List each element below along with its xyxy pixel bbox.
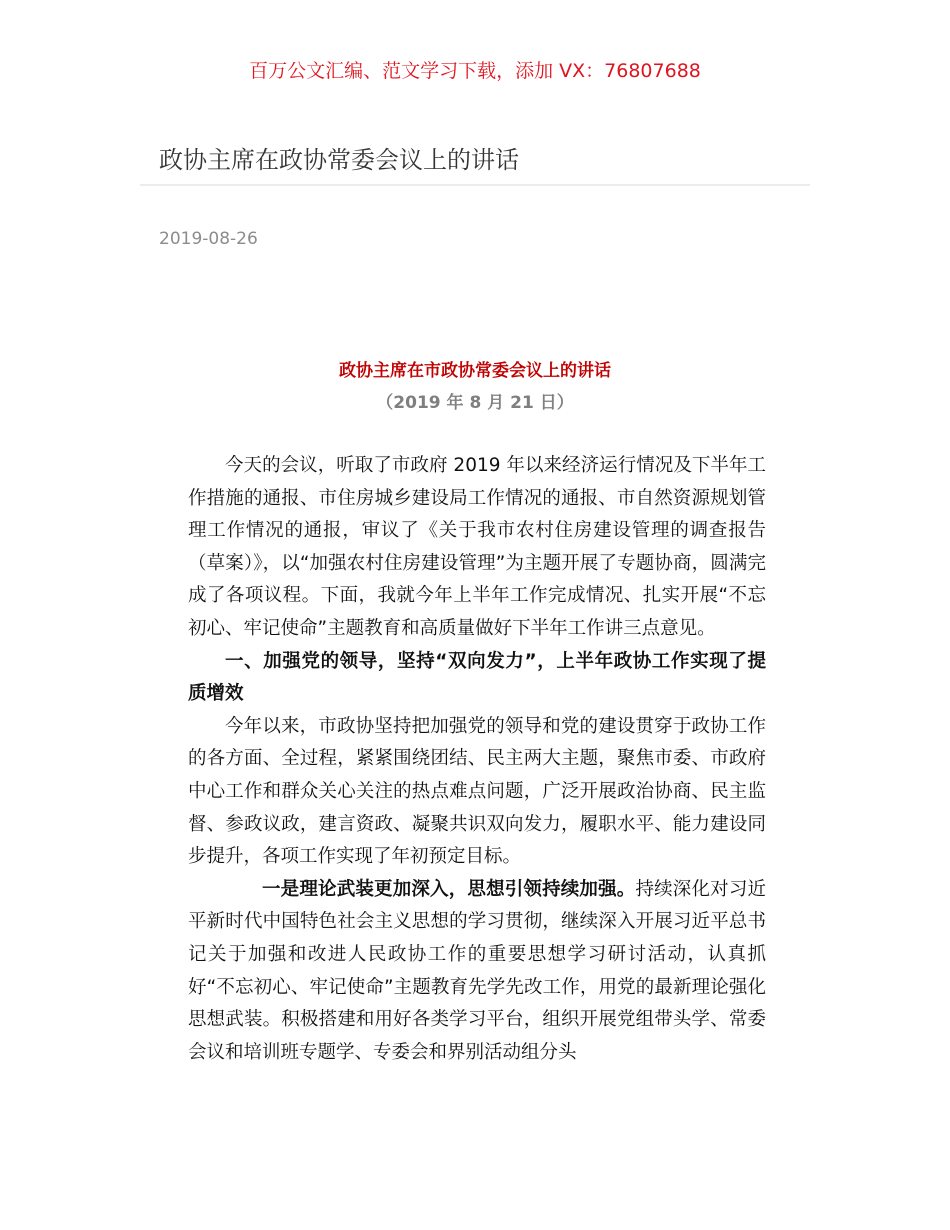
document-date: （2019 年 8 月 21 日） [376, 393, 574, 413]
publish-date: 2019-08-26 [159, 229, 258, 249]
title-divider [140, 184, 810, 186]
paragraph-section-1: 今年以来，市政协坚持把加强党的领导和党的建设贯穿于政协工作的各方面、全过程，紧紧围绕团结、民主两大主题，聚焦市委、市政府中心工作和群众关心关注的热点难点问题，广泛开展政治协商、民主监督、参政议政，建言资政、凝聚共识双向发力，履职水平、能力建设同步提升，各项工作实现了年初预定目标。 [188, 715, 766, 868]
section-heading-1: 一、加强党的领导，坚持“双向发力”，上半年政协工作实现了提质增效 [188, 650, 766, 705]
article-title: 政协主席在政协常委会议上的讲话 [159, 146, 519, 174]
document-heading: 政协主席在市政协常委会议上的讲话 [339, 361, 611, 381]
subsection-text: 持续深化对习近平新时代中国特色社会主义思想的学习贯彻，继续深入开展习近平总书记关于加强和改进人民政协工作的重要思想学习研讨活动，认真抓好“不忘初心、牢记使命”主题教育先学先改工作，用党的最新理论强化思想武装。积极搭建和用好各类学习平台，组织开展党组带头学、常委会议和培训班专题学、专委会和界别活动组分头 [188, 878, 766, 1063]
promo-banner: 百万公文汇编、范文学习下载，添加 VX：76807688 [249, 60, 701, 82]
document-body [188, 450, 766, 1069]
paragraph-intro: 今天的会议，听取了市政府 2019 年以来经济运行情况及下半年工作措施的通报、市住房城乡建设局工作情况的通报、市自然资源规划管理工作情况的通报，审议了《关于我市农村住房建设管理的调查报告（草案）》，以“加强农村住房建设管理”为主题开展了专题协商，圆满完成了各项议程。下面，我就今年上半年工作完成情况、扎实开展“不忘初心、牢记使命”主题教育和高质量做好下半年工作讲三点意见。 [188, 455, 766, 639]
subsection-lead: 一是理论武装更加深入，思想引领持续加强。 [262, 878, 636, 900]
paragraph-subsection-1 [188, 874, 766, 1070]
